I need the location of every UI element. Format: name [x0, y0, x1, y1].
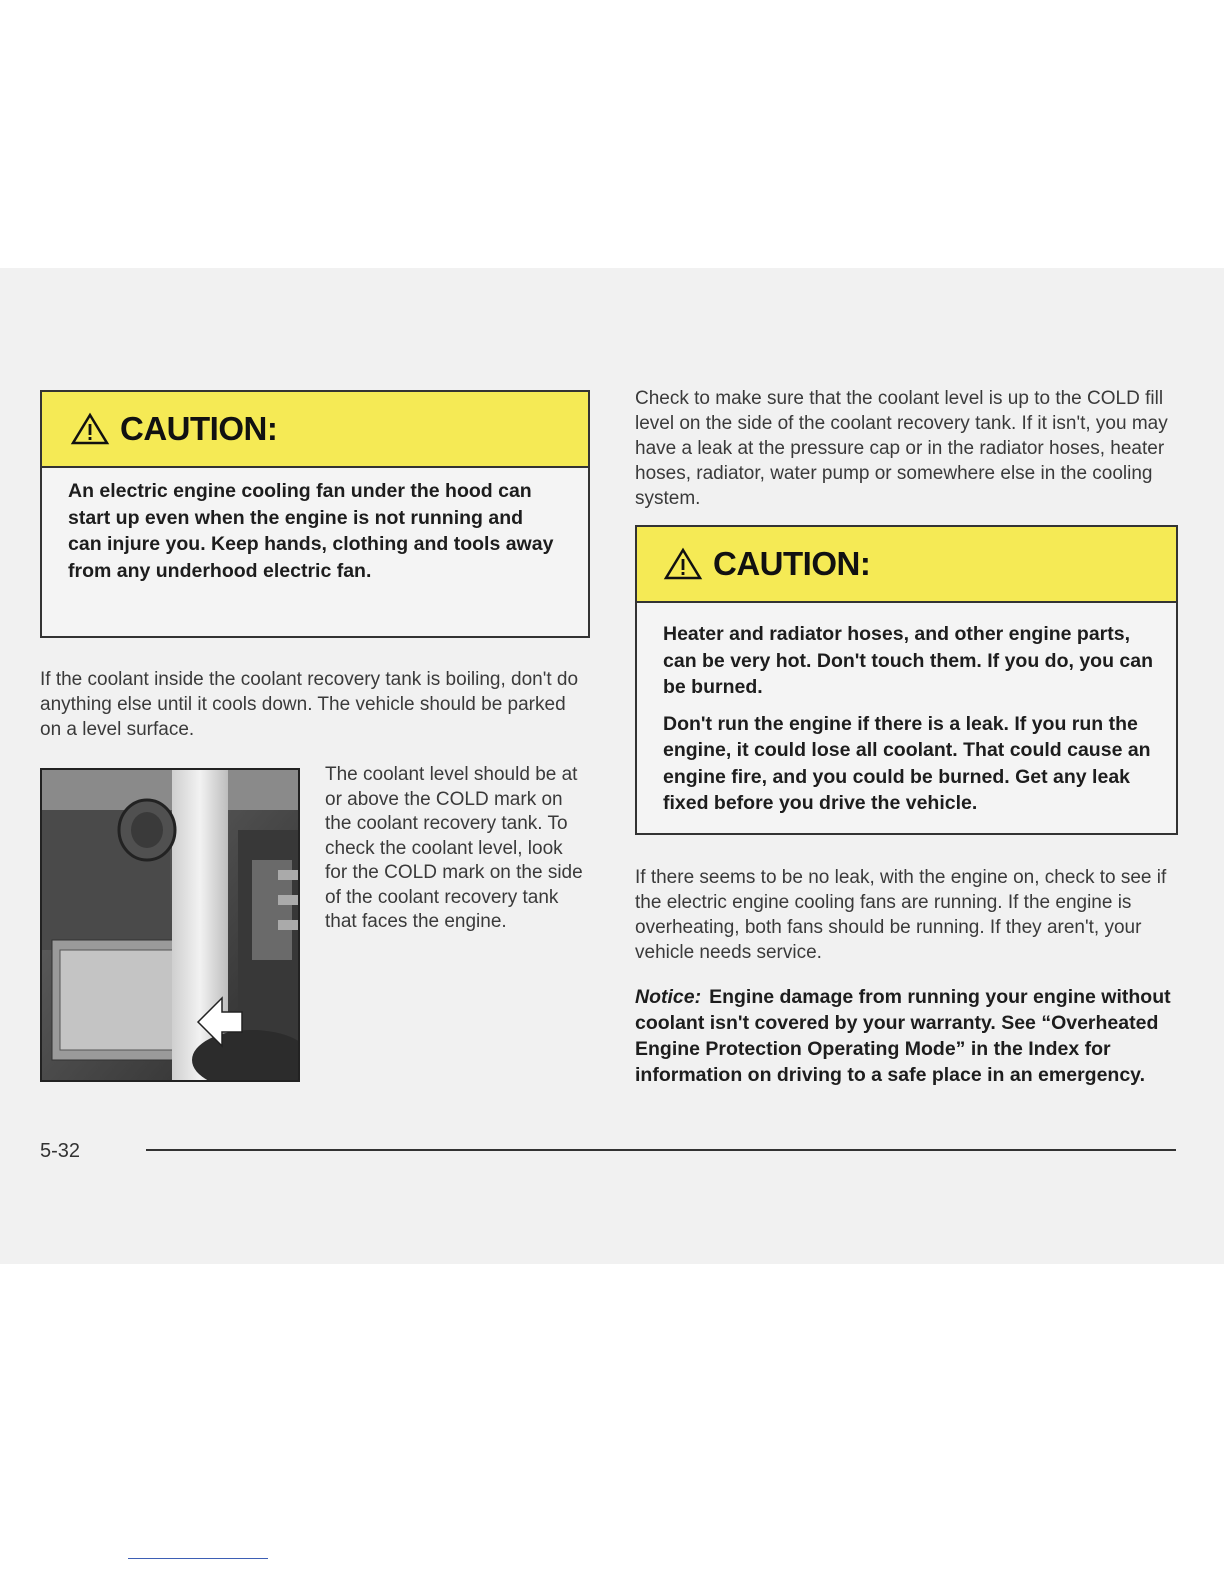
caption-text: The coolant level should be at or above the COLD mark on the coolant recovery tank. To check the coolant level, look for the COLD mark on the side of the coolant recovery tank that faces the engine. — [325, 764, 583, 932]
caution-text-leak: Don't run the engine if there is a leak. If you run the engine, it could lose all coolant. That could cause an engine fire, and you could be burned. Get any leak fixed before you drive the vehicle. — [663, 712, 1151, 814]
coolant-tank-photo — [40, 768, 300, 1082]
caution-box-hoses — [635, 525, 1178, 835]
notice-label: Notice: — [635, 986, 702, 1008]
caution-text: An electric engine cooling fan under the hood can start up even when the engine is not running and can injure you. Keep hands, clothing and tools away from any underhood electric fan. — [68, 480, 554, 582]
caution-box-fan — [40, 390, 590, 638]
caution-body — [42, 468, 588, 584]
footer-rule — [146, 1149, 1176, 1151]
caution-body — [637, 603, 1176, 817]
page-number: 5-32 — [40, 1140, 81, 1162]
notice-paragraph — [635, 984, 1175, 1088]
photo-caption — [325, 763, 587, 935]
caution-header — [42, 392, 588, 468]
cooling-fans-paragraph — [635, 865, 1175, 965]
caution-title: CAUTION: — [713, 545, 871, 582]
fans-text: If there seems to be no leak, with the engine on, check to see if the electric engine cooling fans are running. If the engine is overheating, both fans should be running. If they aren't, your vehicle needs service. — [635, 867, 1167, 963]
bottom-link-underline — [128, 1558, 268, 1559]
engine-bay-illustration — [42, 770, 298, 1080]
caution-text-hot: Heater and radiator hoses, and other engine parts, can be very hot. Don't touch them. If you do, you can be burned. — [663, 623, 1154, 698]
notice-text: Engine damage from running your engine without coolant isn't covered by your warranty. See “Overheated Engine Protection Operating Mode” in the Index for information on driving to a safe place in an emergency. — [635, 986, 1171, 1086]
warning-triangle-icon — [663, 547, 703, 581]
check-coolant-paragraph — [635, 386, 1183, 511]
check-text: Check to make sure that the coolant level is up to the COLD fill level on the side of the coolant recovery tank. If it isn't, you may have a leak at the pressure cap or in the radiator hoses, heater hoses, radiator, water pump or somewhere else in the cooling system. — [635, 388, 1168, 509]
boiling-text: If the coolant inside the coolant recovery tank is boiling, don't do anything else until it cools down. The vehicle should be parked on a level surface. — [40, 669, 579, 740]
warning-triangle-icon — [70, 412, 110, 446]
coolant-boiling-paragraph — [40, 667, 588, 742]
caution-title: CAUTION: — [120, 410, 278, 447]
caution-header — [637, 527, 1176, 603]
